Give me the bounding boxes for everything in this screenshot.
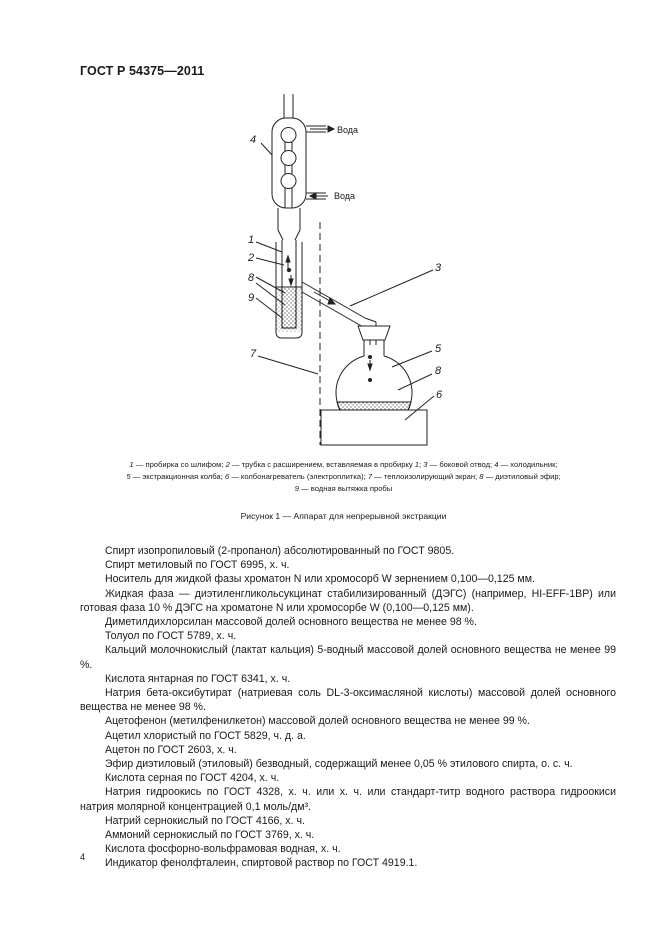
paragraph: Натрия бета-оксибутират (натриевая соль DL-3-оксимасляной кислоты) массовой долей основного вещества не менее 98 %. (80, 687, 616, 714)
paragraph: Аммоний сернокислый по ГОСТ 3769, х. ч. (105, 829, 315, 842)
paragraph: Спирт метиловый по ГОСТ 6995, х. ч. (105, 559, 290, 572)
paragraph: Эфир диэтиловый (этиловый) безводный, содержащий менее 0,05 % этилового спирта, о. с. ч. (105, 758, 573, 771)
paragraph: Толуол по ГОСТ 5789, х. ч. (105, 630, 237, 643)
label-3: 3 (435, 262, 442, 274)
figure-legend: 1 — пробирка со шлифом; 2 — трубка с расширением, вставляемая в пробирку 1; 3 — боковой отвод; 4 — холодильник; 5 — экстракционная колба; 6 — колбонагреватель (электроплитка); 7 — теплоизолирующий экран; 8 — диэтиловый эфир; 9 — водная вытяжка пробы (126, 460, 561, 493)
label-7: 7 (250, 348, 257, 360)
paragraph: Кислота янтарная по ГОСТ 6341, х. ч. (105, 672, 291, 685)
label-4: 4 (250, 134, 257, 146)
label-8-tube: 8 (248, 272, 255, 284)
water-in-label: Вода (334, 191, 356, 201)
paragraph: Кислота серная по ГОСТ 4204, х. ч. (105, 772, 280, 785)
body-text (80, 544, 616, 871)
paragraph: Диметилдихлорсилан массовой долей основного вещества не менее 98 %. (105, 616, 477, 629)
label-9: 9 (248, 292, 255, 304)
label-5: 5 (435, 343, 442, 355)
paragraph: Ацетофенон (метилфенилкетон) массовой долей основного вещества не менее 99 %. (105, 715, 530, 728)
label-2: 2 (248, 252, 255, 264)
label-6: 6 (436, 389, 443, 401)
paragraph: Спирт изопропиловый (2-пропанол) абсолютированный по ГОСТ 9805. (105, 545, 455, 557)
paragraph: Кальций молочнокислый (лактат кальция) 5-водный массовой долей основного вещества не менее 99 %. (80, 644, 616, 671)
condenser (272, 94, 326, 240)
label-8-flask: 8 (435, 365, 442, 377)
paragraph: Натрий сернокислый по ГОСТ 4166, х. ч. (105, 814, 305, 827)
figure-caption: Рисунок 1 — Аппарат для непрерывной экстракции (240, 511, 447, 521)
paragraph: Натрия гидроокись по ГОСТ 4328, х. ч. или х. ч. или стандарт-титр водного раствора гидроокиси натрия молярной концентрацией 0,1 моль/дм³. (80, 786, 616, 813)
paragraph: Ацетон по ГОСТ 2603, х. ч. (105, 743, 237, 756)
paragraph: Индикатор фенолфталеин, спиртовой раствор по ГОСТ 4919.1. (105, 857, 418, 870)
label-1: 1 (248, 234, 255, 246)
page-header: ГОСТ Р 54375—2011 (80, 64, 205, 78)
water-out-label: Вода (337, 125, 359, 135)
paragraph: Носитель для жидкой фазы хроматон N или хромосорб W зернением 0,100—0,125 мм. (105, 573, 535, 586)
page-number: 4 (80, 852, 86, 862)
paragraph: Жидкая фаза — диэтиленгликольсукцинат стабилизированный (ДЭГС) (например, HI-EFF-1BP) или готовая фаза 10 % ДЭГС на хроматоне N или хромосорбе W (0,100—0,125 мм). (80, 587, 616, 614)
extraction-tube (276, 240, 302, 338)
paragraph: Кислота фосфорно-вольфрамовая водная, х. ч. (105, 843, 341, 856)
paragraph: Ацетил хлористый по ГОСТ 5829, ч. д. а. (105, 729, 306, 742)
